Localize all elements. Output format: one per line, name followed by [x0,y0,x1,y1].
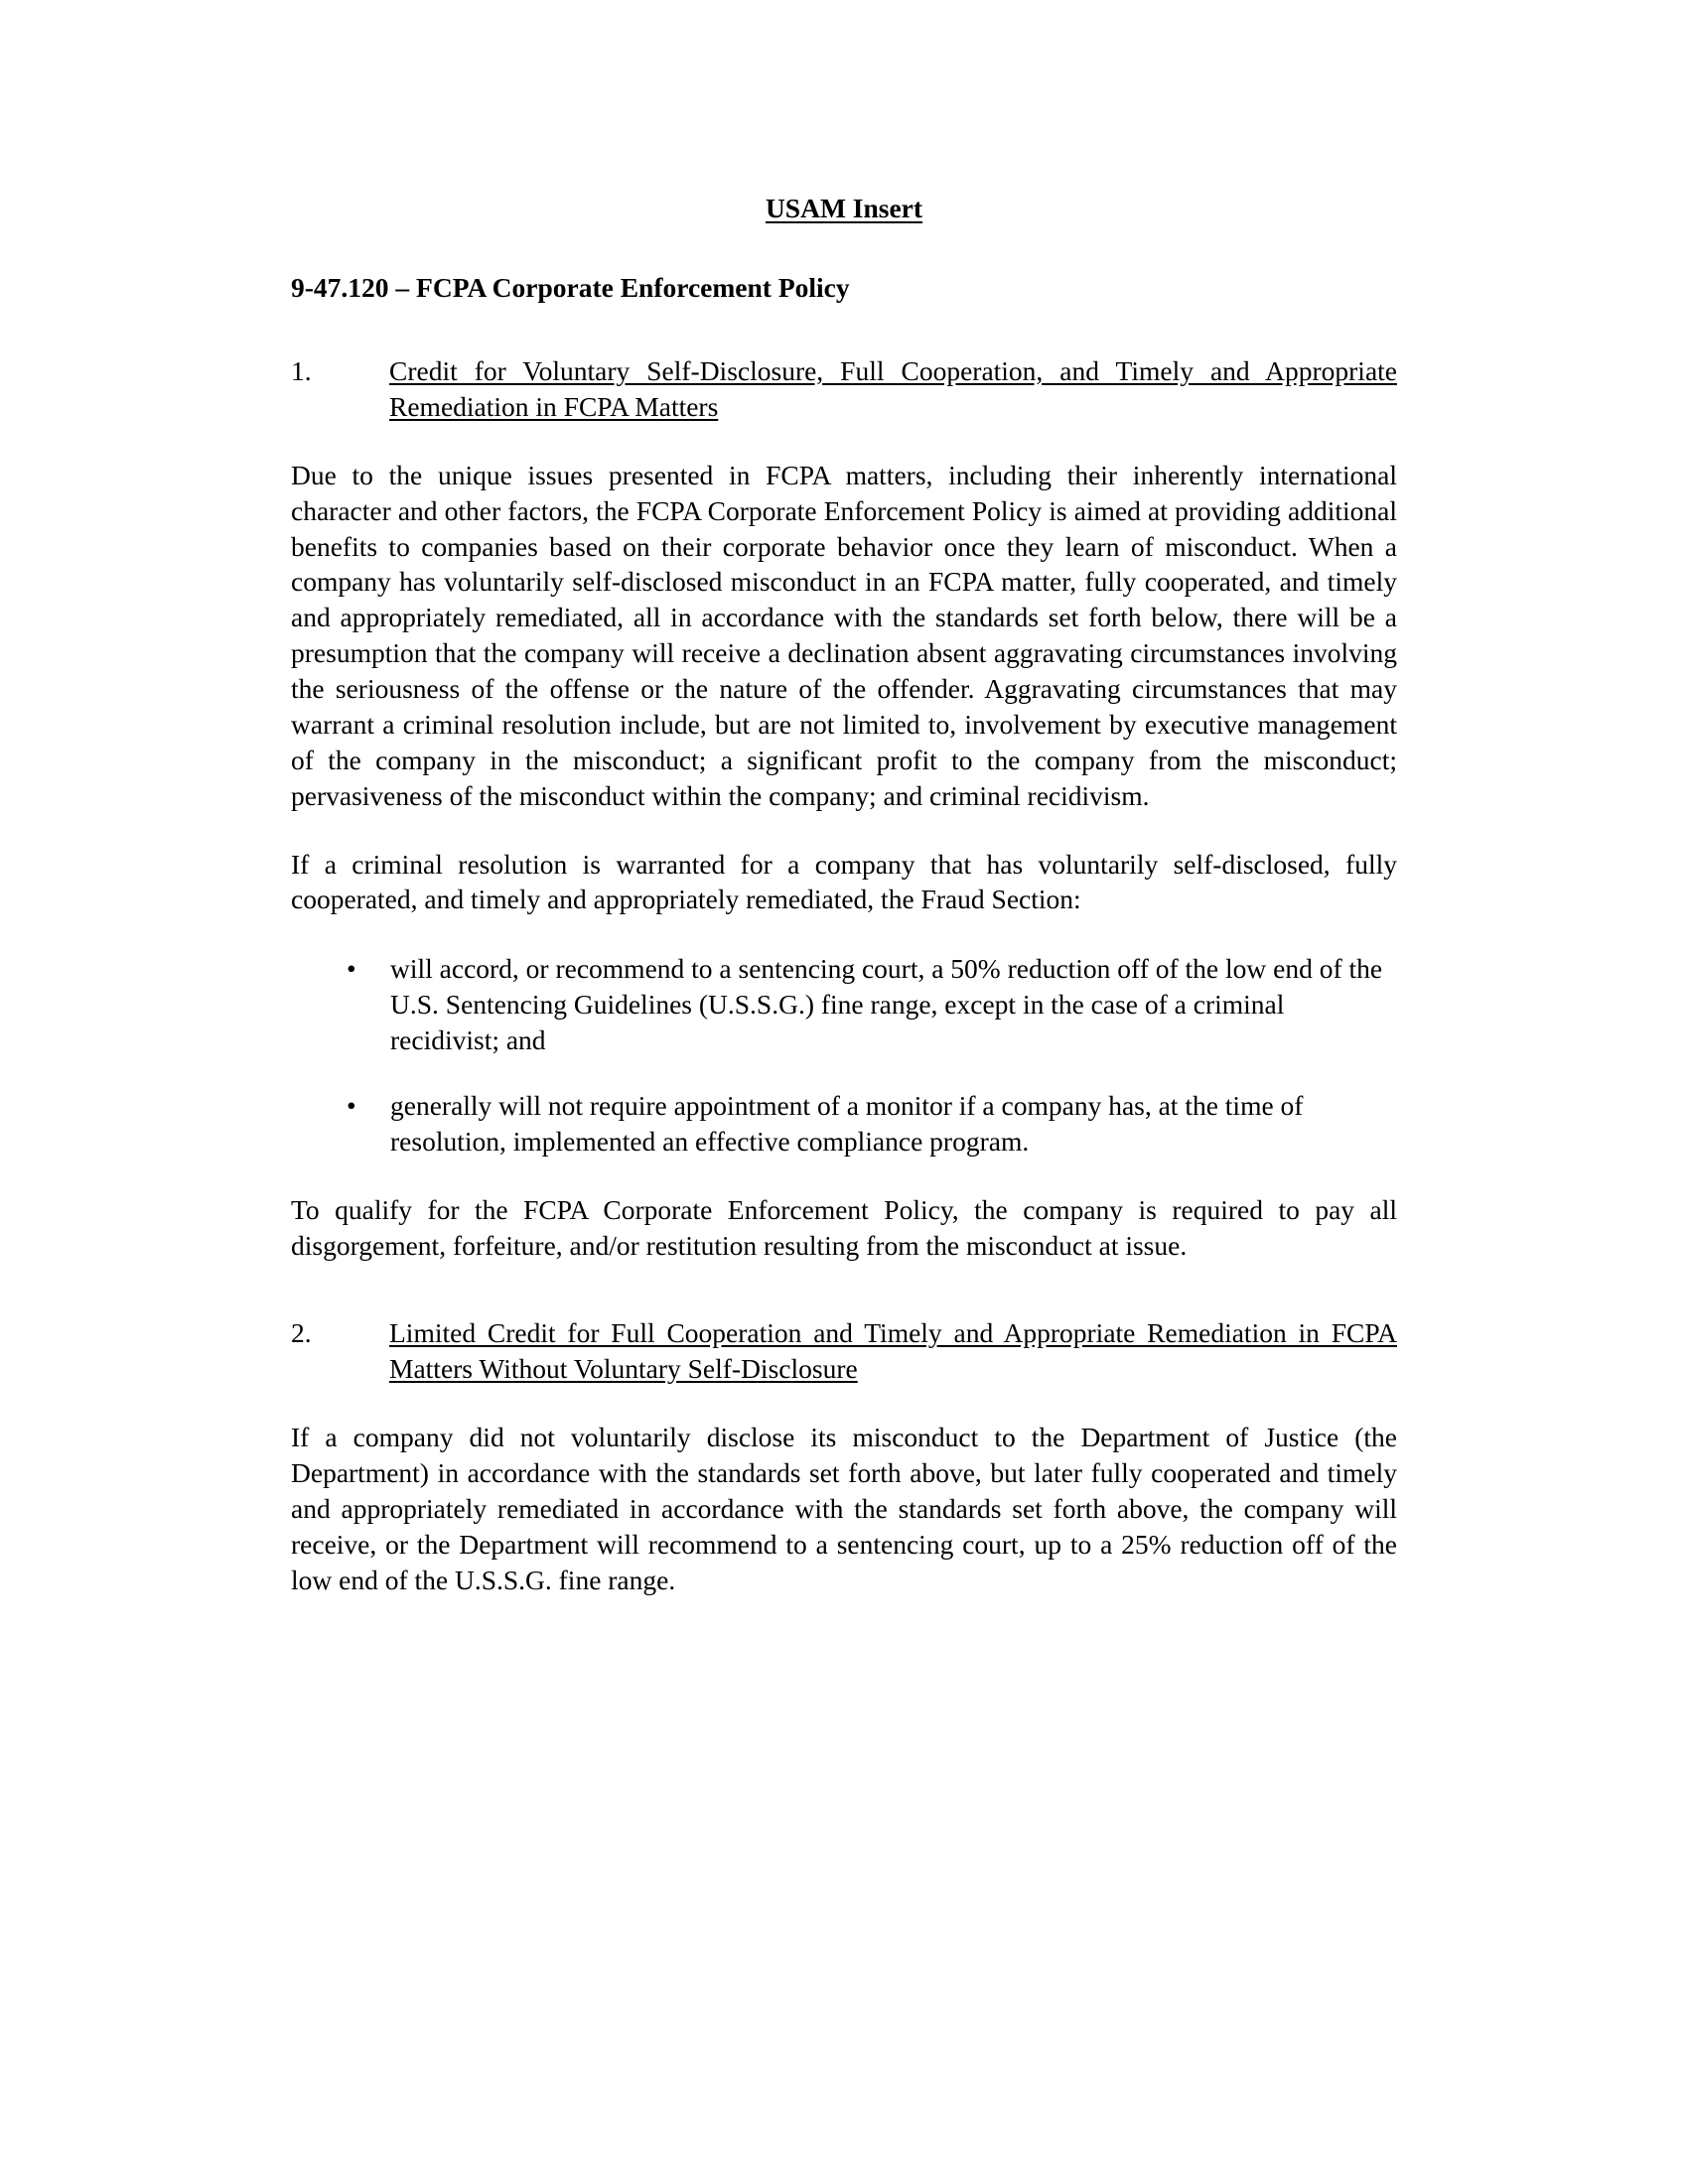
list-item-text: will accord, or recommend to a sentencing court, a 50% reduction off of the low end of the U.S. Sentencing Guidelines (U.S.S.G.) fine range, except in the case of a criminal recidivist; and [390,953,1383,1055]
paragraph-1: Due to the unique issues presented in FCPA matters, including their inherently international character and other factors, the FCPA Corporate Enforcement Policy is aimed at providing additional benefits to companies based on their corporate behavior once they learn of misconduct. When a company has voluntarily self-disclosed misconduct in an FCPA matter, fully cooperated, and timely and appropriately remediated, all in accordance with the standards set forth below, there will be a presumption that the company will receive a declination absent aggravating circumstances involving the seriousness of the offense or the nature of the offender. Aggravating circumstances that may warrant a criminal resolution include, but are not limited to, involvement by executive management of the company in the misconduct; a significant profit to the company from the misconduct; pervasiveness of the misconduct within the company; and criminal recidivism. [291,459,1397,811]
page-title: USAM Insert [765,193,923,223]
numbered-heading-2-text: Limited Credit for Full Cooperation and Timely and Appropriate Remediation in FCPA Matters Without Voluntary Self-Disclosure [389,1317,1397,1385]
numbered-heading-2 [291,1263,1397,1387]
paragraph-2: If a criminal resolution is warranted for a company that has voluntarily self-disclosed, fully cooperated, and timely and appropriately remediated, the Fraud Section: [291,848,1397,915]
list-item-text: generally will not require appointment of a monitor if a company has, at the time of resolution, implemented an effective compliance program. [390,1089,1304,1157]
bullet-icon: • [347,953,356,985]
numbered-heading-1-text: Credit for Voluntary Self-Disclosure, Full Cooperation, and Timely and Appropriate Remediation in FCPA Matters [389,355,1397,422]
list-number-2: 2. [291,1317,312,1349]
bullet-icon: • [347,1089,356,1121]
list-number-1: 1. [291,355,312,386]
list-item [291,951,1397,1058]
section-heading: 9-47.120 – FCPA Corporate Enforcement Policy [291,271,850,303]
numbered-heading-1 [291,301,1397,425]
document-content [291,0,1397,1598]
paragraph-3: To qualify for the FCPA Corporate Enforcement Policy, the company is required to pay all disgorgement, forfeiture, and/or restitution resulting from the misconduct at issue. [291,1193,1397,1261]
bullet-list [291,917,1397,1159]
list-item [291,1088,1397,1160]
paragraph-4: If a company did not voluntarily disclose its misconduct to the Department of Justice (the Department) in accordance with the standards set forth above, but later fully cooperated and timely and appropriately remediated in accordance with the standards set forth above, the company will receive, or the Department will recommend to a sentencing court, up to a 25% reduction off of the low end of the U.S.S.G. fine range. [291,1422,1397,1595]
